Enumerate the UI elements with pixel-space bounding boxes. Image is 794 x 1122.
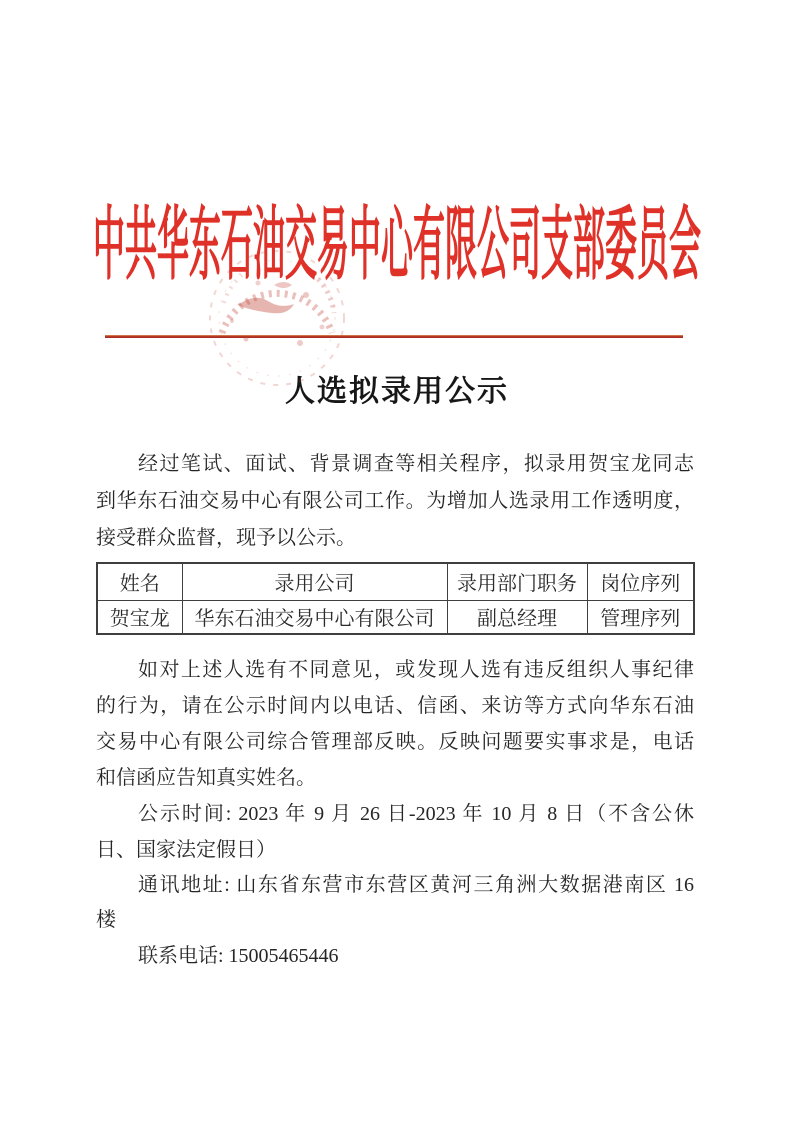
- intro-line-1: 经过笔试、面试、背景调查等相关程序，拟录用贺宝龙同志: [138, 453, 694, 475]
- col-header-post-sequence: 岗位序列: [587, 563, 694, 600]
- mailing-address-line-1: 通讯地址: 山东省东营市东营区黄河三角洲大数据港南区 16: [138, 874, 694, 896]
- cell-name: 贺宝龙: [97, 600, 182, 634]
- objection-line-3: 交易中心有限公司综合管理部反映。反映问题要实事求是，电话: [96, 731, 694, 753]
- publicity-period-line-2: 日、国家法定假日）: [96, 839, 276, 861]
- cell-position: 副总经理: [447, 600, 587, 634]
- paragraph-contact-phone: [96, 938, 694, 974]
- notice-title: 人选拟录用公示: [285, 375, 509, 408]
- col-header-department-position: 录用部门职务: [447, 563, 587, 600]
- mailing-address-line-2: 楼: [96, 909, 116, 931]
- intro-line-3: 接受群众监督，现予以公示。: [96, 527, 356, 549]
- objection-line-2: 的行为，请在公示时间内以电话、信函、来访等方式向华东石油: [96, 695, 694, 717]
- publicity-period-line-1: 公示时间: 2023 年 9 月 26 日-2023 年 10 月 8 日（不含公休: [138, 803, 694, 825]
- intro-line-2: 到华东石油交易中心有限公司工作。为增加人选录用工作透明度，: [96, 490, 694, 512]
- recruitment-table: [96, 562, 695, 635]
- org-title: [0, 194, 794, 298]
- paragraph-mailing-address: [96, 868, 694, 938]
- paragraph-objection: [96, 652, 694, 796]
- paragraph-publicity-period: [96, 796, 694, 868]
- col-header-company: 录用公司: [182, 563, 447, 600]
- red-rule: [105, 335, 683, 338]
- contact-phone-line: 联系电话: 15005465446: [138, 945, 339, 967]
- red-round-seal: [202, 243, 352, 393]
- recruitment-table-wrap: [96, 562, 694, 635]
- cell-sequence: 管理序列: [587, 600, 694, 634]
- objection-line-4: 和信函应告知真实姓名。: [96, 767, 316, 789]
- cell-company: 华东石油交易中心有限公司: [182, 600, 447, 634]
- objection-line-1: 如对上述人选有不同意见，或发现人选有违反组织人事纪律: [138, 659, 694, 681]
- paragraph-intro: [96, 446, 694, 557]
- table-header-row: [97, 563, 694, 600]
- table-row: [97, 600, 694, 634]
- notice-body: [96, 446, 694, 974]
- org-title-text: 中共华东石油交易中心有限公司支部委员会: [93, 202, 701, 290]
- col-header-name: 姓名: [97, 563, 182, 600]
